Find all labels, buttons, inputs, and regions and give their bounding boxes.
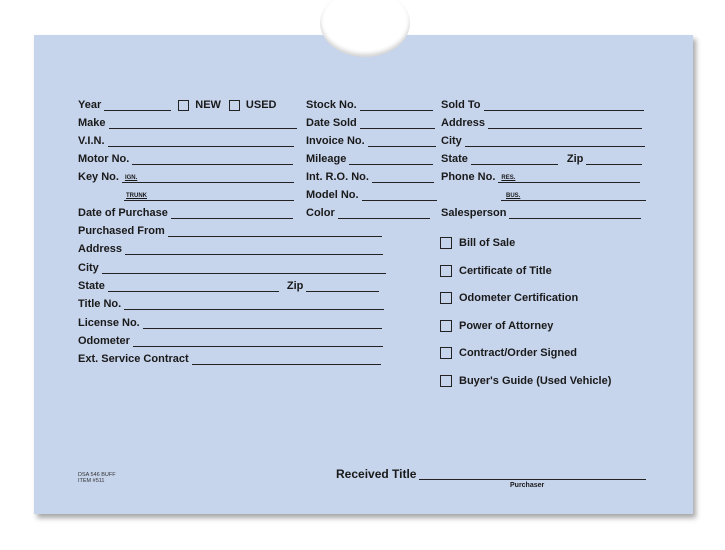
purchased-from-label: Purchased From	[78, 225, 165, 237]
power-of-attorney-checkbox[interactable]	[440, 320, 452, 332]
checklist-label: Certificate of Title	[459, 265, 552, 277]
mileage-field[interactable]	[349, 152, 433, 165]
checklist-item	[440, 319, 553, 333]
motor-no-field[interactable]	[132, 152, 293, 165]
date-sold-row	[306, 115, 435, 129]
seller-zip-field[interactable]	[306, 279, 379, 292]
phone-no-row	[441, 169, 640, 183]
date-of-purchase-label: Date of Purchase	[78, 207, 168, 219]
checklist-item	[440, 236, 515, 250]
ign-label: IGN.	[124, 175, 138, 181]
model-no-row	[306, 187, 437, 201]
checklist-item	[440, 346, 577, 360]
sold-to-label: Sold To	[441, 99, 481, 111]
model-no-label: Model No.	[306, 189, 359, 201]
received-title-signature-field[interactable]	[419, 467, 646, 480]
buyer-state-label: State	[441, 153, 468, 165]
phone-no-label: Phone No.	[441, 171, 496, 183]
int-ro-no-field[interactable]	[372, 170, 434, 183]
odometer-certification-checkbox[interactable]	[440, 292, 452, 304]
checklist-label: Buyer's Guide (Used Vehicle)	[459, 375, 612, 387]
ext-service-contract-field[interactable]	[192, 352, 381, 365]
seller-state-label: State	[78, 280, 105, 292]
motor-no-row	[78, 151, 293, 165]
stock-no-row	[306, 97, 433, 111]
key-ign-field[interactable]	[122, 170, 294, 183]
seller-state-field[interactable]	[108, 279, 279, 292]
received-title-label: Received Title	[336, 467, 417, 481]
trunk-label: TRUNK	[126, 193, 147, 199]
make-label: Make	[78, 117, 106, 129]
title-no-field[interactable]	[124, 297, 384, 310]
odometer-label: Odometer	[78, 335, 130, 347]
sold-to-field[interactable]	[484, 98, 644, 111]
key-trunk-field[interactable]	[124, 188, 294, 201]
buyer-city-field[interactable]	[465, 134, 645, 147]
phone-bus-row	[501, 187, 646, 201]
new-checkbox[interactable]	[178, 100, 189, 111]
received-title-row	[336, 466, 646, 480]
odometer-field[interactable]	[133, 334, 383, 347]
checklist-label: Power of Attorney	[459, 320, 554, 332]
mileage-row	[306, 151, 433, 165]
title-no-label: Title No.	[78, 298, 122, 310]
buyers-guide-checkbox[interactable]	[440, 375, 452, 387]
buyer-zip-label: Zip	[566, 153, 584, 165]
ext-service-contract-row	[78, 351, 381, 365]
checklist-label: Contract/Order Signed	[459, 347, 577, 359]
salesperson-field[interactable]	[509, 206, 641, 219]
license-no-row	[78, 315, 382, 329]
buyer-address-label: Address	[441, 117, 486, 129]
buyer-zip-field[interactable]	[586, 152, 642, 165]
key-no-label: Key No.	[78, 171, 119, 183]
buyer-address-row	[441, 115, 642, 129]
color-row	[306, 205, 430, 219]
certificate-of-title-checkbox[interactable]	[440, 265, 452, 277]
stock-no-label: Stock No.	[306, 99, 357, 111]
contract-order-signed-checkbox[interactable]	[440, 347, 452, 359]
checklist-item	[440, 374, 611, 388]
seller-address-label: Address	[78, 243, 123, 255]
seller-address-row	[78, 241, 383, 255]
res-label: RES.	[501, 175, 516, 181]
vin-label: V.I.N.	[78, 135, 105, 147]
ext-service-contract-label: Ext. Service Contract	[78, 353, 189, 365]
seller-zip-label: Zip	[286, 280, 304, 292]
checklist-item	[440, 264, 552, 278]
make-field[interactable]	[109, 116, 297, 129]
purchased-from-row	[78, 223, 382, 237]
phone-bus-field[interactable]	[501, 188, 646, 201]
int-ro-no-label: Int. R.O. No.	[306, 171, 369, 183]
invoice-no-field[interactable]	[368, 134, 436, 147]
stock-no-field[interactable]	[360, 98, 433, 111]
item-code-line-2: ITEM #511	[78, 478, 105, 484]
seller-address-field[interactable]	[125, 242, 383, 255]
seller-state-row	[78, 278, 379, 292]
year-field[interactable]	[104, 98, 171, 111]
buyer-city-label: City	[441, 135, 462, 147]
year-label: Year	[78, 99, 102, 111]
bus-label: BUS.	[506, 193, 521, 199]
salesperson-label: Salesperson	[441, 207, 507, 219]
invoice-no-row	[306, 133, 436, 147]
odometer-row	[78, 333, 383, 347]
vin-row	[78, 133, 294, 147]
checklist-label: Bill of Sale	[459, 237, 516, 249]
used-checkbox[interactable]	[229, 100, 240, 111]
trunk-row	[124, 187, 294, 201]
item-code-line-1: DSA 546 BUFF	[78, 472, 116, 478]
invoice-no-label: Invoice No.	[306, 135, 365, 147]
phone-res-field[interactable]	[498, 170, 640, 183]
title-no-row	[78, 296, 384, 310]
key-no-row	[78, 169, 294, 183]
motor-no-label: Motor No.	[78, 153, 130, 165]
date-sold-field[interactable]	[360, 116, 435, 129]
color-field[interactable]	[338, 206, 430, 219]
seller-city-field[interactable]	[102, 261, 386, 274]
date-of-purchase-field[interactable]	[171, 206, 293, 219]
checklist-item	[440, 291, 578, 305]
make-row	[78, 115, 297, 129]
mileage-label: Mileage	[306, 153, 347, 165]
buyer-state-field[interactable]	[471, 152, 558, 165]
license-no-field[interactable]	[143, 316, 382, 329]
model-no-field[interactable]	[362, 188, 437, 201]
buyer-city-row	[441, 133, 645, 147]
checklist-label: Odometer Certification	[459, 292, 579, 304]
vin-field[interactable]	[108, 134, 294, 147]
date-of-purchase-row	[78, 205, 293, 219]
purchased-from-field[interactable]	[168, 224, 382, 237]
deal-jacket-envelope	[34, 35, 693, 514]
thumb-notch	[320, 0, 410, 57]
seller-city-row	[78, 260, 386, 274]
salesperson-row	[441, 205, 641, 219]
license-no-label: License No.	[78, 317, 140, 329]
sold-to-row	[441, 97, 644, 111]
bill-of-sale-checkbox[interactable]	[440, 237, 452, 249]
date-sold-label: Date Sold	[306, 117, 357, 129]
new-label: NEW	[195, 99, 221, 111]
int-ro-no-row	[306, 169, 434, 183]
used-label: USED	[245, 99, 277, 111]
seller-city-label: City	[78, 262, 99, 274]
purchaser-caption: Purchaser	[510, 482, 545, 489]
buyer-address-field[interactable]	[488, 116, 642, 129]
color-label: Color	[306, 207, 335, 219]
buyer-state-row	[441, 151, 642, 165]
year-row	[78, 97, 276, 111]
